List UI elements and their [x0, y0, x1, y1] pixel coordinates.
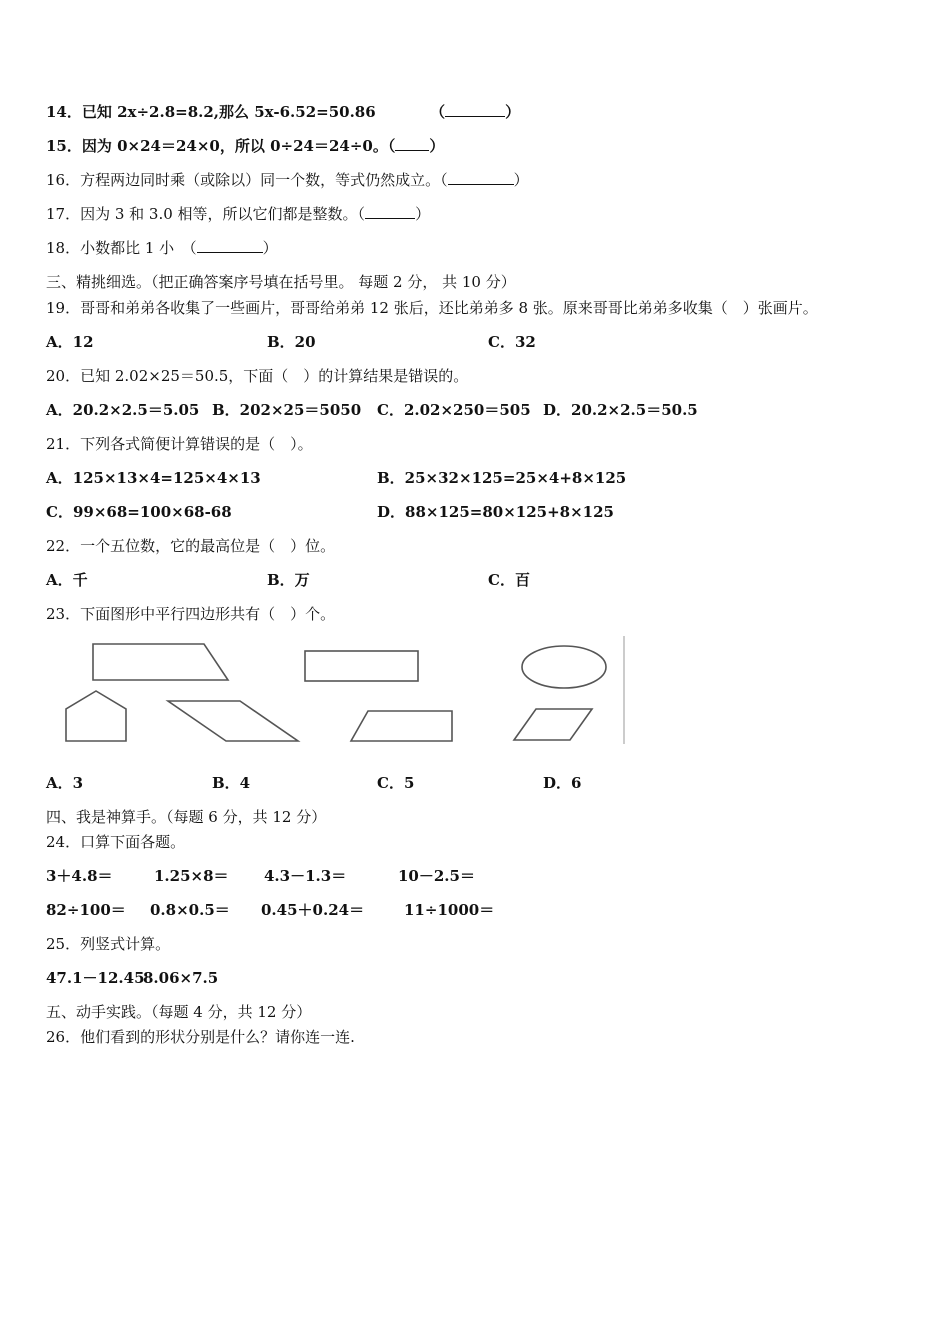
calc-item: 82÷100＝ [46, 901, 126, 919]
q23-option-b[interactable]: B．4 [212, 774, 251, 792]
q21-option-c[interactable]: C．99×68=100×68-68 [46, 503, 232, 521]
vertical-calc-item: 8.06×7.5 [143, 969, 219, 987]
calc-item: 3＋4.8＝ [46, 867, 113, 885]
paren-close: ） [429, 137, 445, 155]
vertical-calc-item: 47.1－12.45 [46, 969, 145, 987]
calc-item: 0.45＋0.24＝ [261, 901, 365, 919]
calc-item: 11÷1000＝ [404, 901, 495, 919]
q21-option-a[interactable]: A．125×13×4=125×4×13 [46, 469, 261, 487]
answer-blank[interactable] [365, 204, 415, 219]
question-24-text: 24．口算下面各题。 [46, 833, 186, 851]
answer-blank[interactable] [395, 136, 429, 151]
question-14 [46, 102, 520, 122]
parallelogram-shape [168, 701, 298, 741]
question-26-text: 26．他们看到的形状分别是什么？请你连一连. [46, 1028, 355, 1046]
ellipse-shape [522, 646, 606, 688]
question-25-text: 25．列竖式计算。 [46, 935, 171, 953]
q19-option-a[interactable]: A．12 [46, 333, 94, 351]
answer-blank[interactable] [445, 102, 505, 117]
question-15-text: 15．因为 0×24＝24×0，所以 0÷24＝24÷0。（ [46, 137, 396, 155]
paren-close: ） [505, 103, 521, 121]
q19-option-c[interactable]: C．32 [488, 333, 536, 351]
q22-option-b[interactable]: B．万 [267, 571, 310, 589]
question-17-text: 17．因为 3 和 3.0 相等，所以它们都是整数。（ [46, 205, 366, 223]
q23-option-d[interactable]: D．6 [543, 774, 582, 792]
answer-blank[interactable] [448, 170, 514, 185]
question-18 [46, 238, 278, 258]
q23-option-c[interactable]: C．5 [377, 774, 415, 792]
q22-option-c[interactable]: C．百 [488, 571, 530, 589]
question-20-text: 20．已知 2.02×25＝50.5，下面（ ）的计算结果是错误的。 [46, 367, 469, 385]
q21-option-d[interactable]: D．88×125=80×125+8×125 [377, 503, 614, 521]
q20-option-c[interactable]: C．2.02×250＝505 [377, 401, 531, 419]
section-5-title: 五、动手实践。（每题 4 分，共 12 分） [46, 1003, 312, 1021]
q20-option-d[interactable]: D．20.2×2.5＝50.5 [543, 401, 698, 419]
question-15 [46, 136, 444, 156]
calc-item: 1.25×8＝ [154, 867, 229, 885]
q22-option-a[interactable]: A．千 [46, 571, 88, 589]
question-23-text: 23．下面图形中平行四边形共有（ ）个。 [46, 605, 336, 623]
q19-option-b[interactable]: B．20 [267, 333, 316, 351]
q20-option-b[interactable]: B．202×25＝5050 [212, 401, 362, 419]
rhombus-shape [514, 709, 592, 740]
question-14-text: 14．已知 2x÷2.8=8.2,那么 5x-6.52=50.86 [46, 103, 376, 121]
question-22-text: 22．一个五位数，它的最高位是（ ）位。 [46, 537, 336, 555]
calc-item: 4.3－1.3＝ [264, 867, 347, 885]
q23-option-a[interactable]: A．3 [46, 774, 84, 792]
question-21-text: 21．下列各式简便计算错误的是（ ）。 [46, 435, 313, 453]
rectangle-shape [305, 651, 418, 681]
section-3-title: 三、精挑细选。（把正确答案序号填在括号里。 每题 2 分， 共 10 分） [46, 273, 516, 291]
pentagon-shape [66, 691, 126, 741]
answer-blank[interactable] [197, 238, 263, 253]
shapes-figure [46, 634, 636, 746]
paren-close: ） [513, 171, 529, 189]
trapezoid-shape [351, 711, 452, 741]
right-trapezoid-shape [93, 644, 228, 680]
question-16 [46, 170, 529, 190]
question-18-text: 18．小数都比 1 小 （ [46, 239, 197, 257]
paren-close: ） [262, 239, 278, 257]
section-4-title: 四、我是神算手。（每题 6 分，共 12 分） [46, 808, 327, 826]
question-17 [46, 204, 430, 224]
calc-item: 0.8×0.5＝ [150, 901, 230, 919]
question-16-text: 16．方程两边同时乘（或除以）同一个数，等式仍然成立。（ [46, 171, 448, 189]
paren-open: （ [430, 103, 446, 121]
q21-option-b[interactable]: B．25×32×125=25×4+8×125 [377, 469, 627, 487]
question-19-text: 19．哥哥和弟弟各收集了一些画片，哥哥给弟弟 12 张后，还比弟弟多 8 张。原来哥哥比弟弟多收集（ ）张画片。 [46, 299, 818, 317]
q20-option-a[interactable]: A．20.2×2.5＝5.05 [46, 401, 200, 419]
paren-close: ） [415, 205, 431, 223]
calc-item: 10－2.5＝ [398, 867, 475, 885]
